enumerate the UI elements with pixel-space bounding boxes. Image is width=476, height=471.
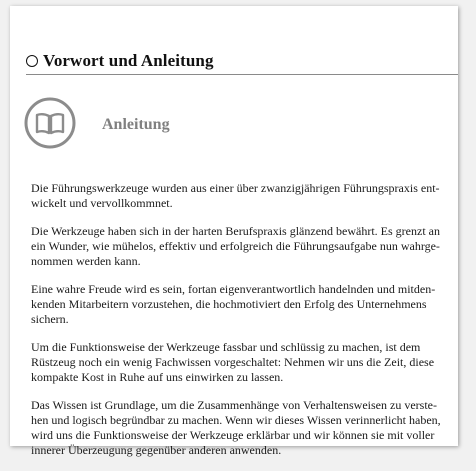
text-line: ein Wunder, wie mühelos, effektiv und erfolgreich die Führungsaufgabe nun wahrge- [31,239,440,253]
text-line: wird uns die Funktionsweise der Werkzeuge erklärbar und wir können sie mit voller [31,428,435,442]
text-line: Die Führungswerkzeuge wurden aus einer über zwanzigjährigen Führungspraxis ent- [31,181,440,195]
open-book-icon [24,97,76,149]
paragraph [31,340,456,385]
chapter-title: Vorwort und Anleitung [43,51,214,70]
text-line: Um die Funktionsweise der Werkzeuge fassbar und schlüssig zu machen, ist dem [31,340,421,354]
paragraph [31,224,456,269]
text-line: nommen werden kann. [31,254,141,268]
section-title: Anleitung [102,116,170,133]
text-line: Rüstzeug noch ein wenig Fachwissen vorgeschaltet: Nehmen wir uns die Zeit, diese [31,355,435,369]
paragraph [31,181,456,211]
text-line: innerer Überzeugung gegenüber anderen anwenden. [31,443,282,457]
body-text [31,181,456,471]
text-line: wickelt und vervollkommnet. [31,196,173,210]
chapter-heading [26,52,458,75]
text-line: sichern. [31,312,69,326]
paragraph [31,282,456,327]
text-line: Das Wissen ist Grundlage, um die Zusammenhänge von Verhaltensweisen zu verste- [31,398,437,412]
circle-icon [26,55,38,67]
text-line: Die Werkzeuge haben sich in der harten Berufspraxis glänzend bewährt. Es grenzt an [31,224,440,238]
text-line: kenden Mitarbeitern vorzustehen, die hochmotiviert den Erfolg des Unternehmens [31,297,427,311]
paragraph [31,398,456,458]
text-line: kompakte Kost in Ruhe auf uns einwirken zu lassen. [31,370,284,384]
document-page [10,6,458,457]
text-line: Eine wahre Freude wird es sein, fortan eigenverantwortlich handelnden und mitden- [31,282,436,296]
text-line: hen und logisch begründbar zu machen. Wenn wir dieses Wissen verinnerlicht haben, [31,413,441,427]
